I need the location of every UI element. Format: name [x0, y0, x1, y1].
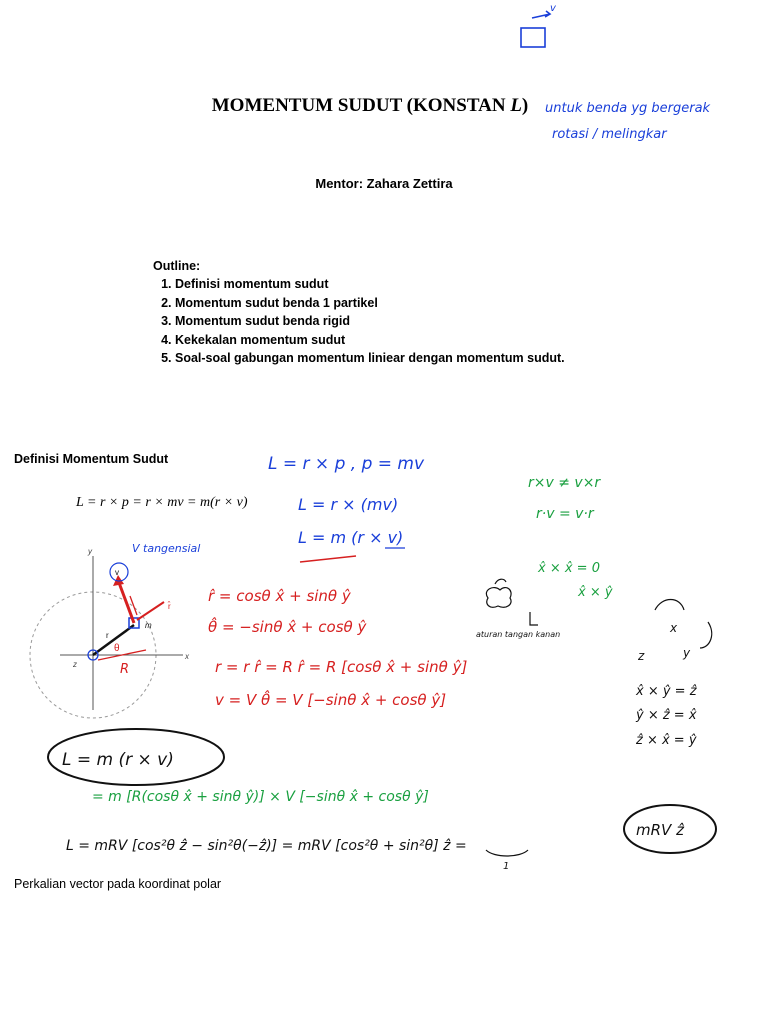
thumb-mark: [530, 612, 538, 625]
r-vector-label: r: [106, 631, 109, 640]
blue-eq-2: L = r × (mv): [298, 495, 399, 514]
top-v-label: v: [550, 3, 556, 14]
green-xy-note: x̂ × ŷ: [578, 585, 613, 600]
hand-icon: [486, 588, 511, 608]
brace-mark: [486, 850, 528, 856]
brace-one: 1: [503, 861, 510, 872]
red-arrow-line: [300, 556, 356, 562]
box-icon: [521, 28, 545, 47]
note-line-2: rotasi / melingkar: [552, 127, 667, 142]
cycle-z-label: z: [638, 649, 645, 663]
theta-label: θ: [114, 643, 120, 654]
green-cross-note: r×v ≠ v×r: [528, 475, 601, 491]
mentor-line: Mentor: Zahara Zettira: [315, 176, 453, 191]
outline-item: 1. Definisi momentum sudut: [175, 275, 565, 293]
polar-diagram: [30, 547, 190, 718]
outline-item: 3. Momentum sudut benda rigid: [175, 312, 565, 330]
green-expansion: = m [R(cosθ x̂ + sinθ ŷ)] × V [−sinθ x̂ + cosθ ŷ]: [92, 789, 429, 805]
red-rhat-eq: r̂ = cosθ x̂ + sinθ ŷ: [208, 587, 351, 605]
hand-sketch: [486, 579, 538, 625]
note-line-1: untuk benda yg bergerak: [545, 101, 711, 116]
rhat-vector: [137, 602, 164, 620]
cycle-x-label: x: [670, 621, 678, 635]
blue-eq-3: L = m (r × v): [298, 528, 404, 547]
top-box-sketch: [521, 11, 550, 47]
v-vector-label: v: [115, 568, 119, 577]
outline-item: 4. Kekekalan momentum sudut: [175, 331, 565, 349]
black-result-eq: L = mRV [cos²θ ẑ − sin²θ(−ẑ)] = mRV [cos²θ + sin²θ] ẑ =: [66, 838, 467, 854]
outline-heading: Outline:: [153, 259, 201, 273]
green-dot-note: r·v = v·r: [536, 506, 594, 522]
final-result: mRV ẑ: [636, 821, 684, 839]
red-v-eq: v = V θ̂ = V [−sinθ x̂ + cosθ ŷ]: [215, 691, 447, 709]
right-hand-rule-label: aturan tangan kanan: [476, 630, 561, 639]
x-axis-label: x: [185, 652, 189, 661]
arrow-icon: [532, 11, 550, 18]
outline-item: 2. Momentum sudut benda 1 partikel: [175, 294, 565, 312]
red-r-eq: r = r r̂ = R r̂ = R [cosθ x̂ + sinθ ŷ]: [215, 658, 468, 676]
angular-momentum-formula: L = r × p = r × mv = m(r × v): [76, 495, 248, 510]
cycle-diagram: [637, 600, 712, 664]
black-L-eq: L = m (r × v): [62, 750, 174, 770]
z-axis-label: z: [73, 660, 77, 669]
cycle-arc-2-icon: [700, 622, 712, 648]
section-title: Definisi Momentum Sudut: [14, 452, 169, 466]
green-xx-note: x̂ × x̂ = 0: [538, 561, 600, 576]
y-axis-label: y: [88, 547, 92, 556]
cycle-y-label: y: [683, 646, 691, 660]
rhat-label: r̂: [168, 602, 171, 611]
cross-rule-2: ŷ × ẑ = x̂: [636, 708, 697, 723]
mass-label: m: [145, 621, 152, 630]
cross-rule-3: ẑ × x̂ = ŷ: [636, 733, 697, 748]
page-title: MOMENTUM SUDUT (KONSTAN L): [211, 95, 529, 116]
red-thetahat-eq: θ̂ = −sinθ x̂ + cosθ ŷ: [208, 618, 367, 636]
curl-arrow-icon: [495, 579, 506, 584]
caption: Perkalian vector pada koordinat polar: [14, 877, 222, 891]
cycle-arc-icon: [655, 600, 684, 611]
v-tangential-note: V tangensial: [132, 542, 201, 555]
blue-eq-1: L = r × p , p = mv: [268, 454, 425, 474]
cross-rule-1: x̂ × ŷ = ẑ: [636, 684, 697, 699]
outline-item: 5. Soal-soal gabungan momentum liniear dengan momentum sudut.: [175, 349, 565, 367]
radius-R-label: R: [120, 662, 130, 677]
